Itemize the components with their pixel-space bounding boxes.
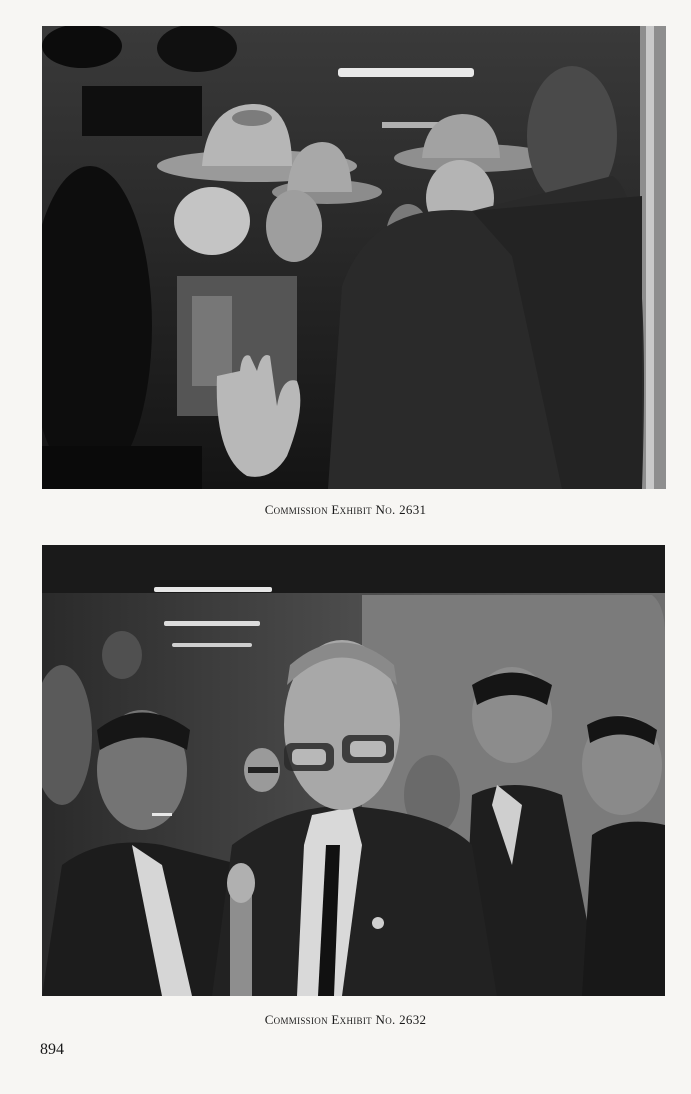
press-photo-graphic (42, 545, 665, 996)
crowd-photo-graphic (42, 26, 666, 489)
exhibit-2632-photo (42, 545, 665, 996)
page-number: 894 (40, 1041, 64, 1058)
exhibit-2632-caption: Commission Exhibit No. 2632 (264, 1012, 427, 1027)
exhibit-2631-caption: Commission Exhibit No. 2631 (264, 502, 427, 517)
exhibit-2631-photo (42, 26, 666, 489)
